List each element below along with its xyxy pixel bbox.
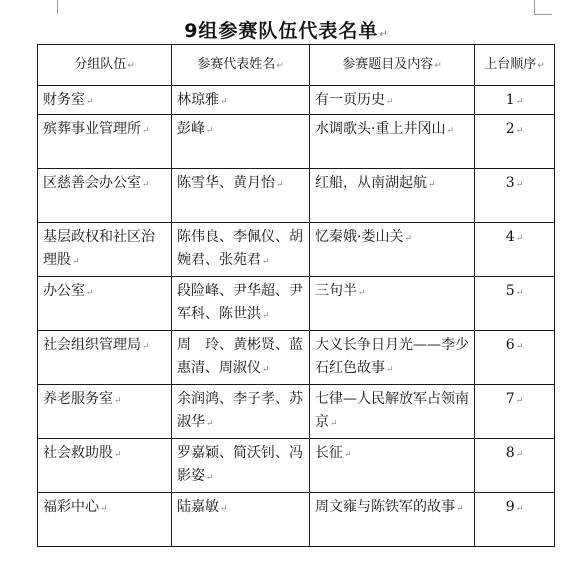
cell-representatives bbox=[172, 439, 310, 493]
cell-order bbox=[475, 169, 555, 223]
cell-group-text: 殡葬事业管理所 ↵ bbox=[43, 121, 150, 137]
cell-topic bbox=[310, 277, 475, 331]
cell-order bbox=[475, 223, 555, 277]
cell-order-text: 7 ↵ bbox=[506, 391, 523, 407]
cell-order-text: 5 ↵ bbox=[506, 283, 523, 299]
cell-order bbox=[475, 115, 555, 169]
table-row bbox=[38, 86, 555, 115]
header-group-label: 分组队伍 ↵ bbox=[74, 57, 135, 72]
cell-group bbox=[38, 223, 172, 277]
cell-topic bbox=[310, 385, 475, 439]
header-representatives-label: 参赛代表姓名 ↵ bbox=[197, 57, 284, 72]
cell-order bbox=[475, 385, 555, 439]
cell-order-text: 6 ↵ bbox=[506, 337, 523, 353]
header-order-label: 上台顺序 ↵ bbox=[484, 57, 545, 72]
cell-topic-text: 大义长争日月光——李少石红色故事 ↵ bbox=[315, 337, 469, 376]
header-group bbox=[38, 45, 172, 86]
cell-group bbox=[38, 493, 172, 547]
cell-representatives-text: 陆嘉敏 ↵ bbox=[177, 499, 228, 515]
cell-representatives-text: 罗嘉颖、简沃钊、冯影姿 ↵ bbox=[177, 445, 303, 484]
cell-topic bbox=[310, 493, 475, 547]
cell-topic-text: 三句半 ↵ bbox=[315, 283, 366, 299]
cell-group bbox=[38, 115, 172, 169]
header-representatives bbox=[172, 45, 310, 86]
cell-order-text: 8 ↵ bbox=[506, 445, 523, 461]
cell-group-text: 区慈善会办公室 ↵ bbox=[43, 175, 150, 191]
cell-order bbox=[475, 439, 555, 493]
cell-representatives bbox=[172, 223, 310, 277]
cell-representatives-text: 段险峰、尹华超、尹军科、陈世洪 ↵ bbox=[177, 283, 303, 322]
cell-topic-text: 周文雍与陈铁军的故事 ↵ bbox=[315, 499, 464, 515]
cell-group bbox=[38, 439, 172, 493]
cell-representatives bbox=[172, 86, 310, 115]
cell-topic-text: 有一页历史 ↵ bbox=[315, 92, 394, 108]
cell-group bbox=[38, 331, 172, 385]
table-header-row bbox=[38, 45, 555, 86]
cell-topic-text: 长征 ↵ bbox=[315, 445, 352, 461]
cell-order bbox=[475, 277, 555, 331]
cell-representatives-text: 林琼雅 ↵ bbox=[177, 92, 228, 108]
table-row bbox=[38, 277, 555, 331]
cell-order-text: 4 ↵ bbox=[506, 229, 523, 245]
cell-representatives bbox=[172, 115, 310, 169]
cell-order-text: 1 ↵ bbox=[506, 92, 523, 108]
cell-order bbox=[475, 86, 555, 115]
table-row bbox=[38, 331, 555, 385]
table-row bbox=[38, 385, 555, 439]
cell-order bbox=[475, 493, 555, 547]
table-row bbox=[38, 169, 555, 223]
cell-group-text: 养老服务室 ↵ bbox=[43, 391, 122, 407]
cell-representatives bbox=[172, 493, 310, 547]
cell-group-text: 社会救助股 ↵ bbox=[43, 445, 122, 461]
cell-representatives bbox=[172, 331, 310, 385]
cell-topic-text: 七律—人民解放军占领南京 ↵ bbox=[315, 391, 469, 430]
table-row bbox=[38, 439, 555, 493]
cell-representatives-text: 陈雪华、黄月怡 ↵ bbox=[177, 175, 284, 191]
roster-table bbox=[37, 44, 555, 547]
cell-topic bbox=[310, 331, 475, 385]
cell-representatives-text: 陈伟良、李佩仪、胡婉君、张苑君 ↵ bbox=[177, 229, 303, 268]
cell-order bbox=[475, 331, 555, 385]
paragraph-mark-icon: ↵ bbox=[379, 29, 389, 40]
header-topic bbox=[310, 45, 475, 86]
cell-topic-text: 水调歌头·重上井冈山 ↵ bbox=[315, 121, 454, 137]
crop-mark-top-left bbox=[57, 0, 58, 14]
cell-group bbox=[38, 385, 172, 439]
document-title-text: 9组参赛队伍代表名单 bbox=[184, 20, 379, 42]
cell-group-text: 福彩中心 ↵ bbox=[43, 499, 108, 515]
cell-topic bbox=[310, 223, 475, 277]
cell-representatives-text: 彭峰 ↵ bbox=[177, 121, 214, 137]
cell-group-text: 办公室 ↵ bbox=[43, 283, 94, 299]
cell-topic-text: 红船，从南湖起航 ↵ bbox=[315, 175, 436, 191]
cell-representatives bbox=[172, 277, 310, 331]
cell-order-text: 2 ↵ bbox=[506, 121, 523, 137]
cell-topic-text: 忆秦娥·娄山关 ↵ bbox=[315, 229, 412, 245]
header-order bbox=[475, 45, 555, 86]
cell-representatives-text: 周 玲、黄彬贤、蓝惠清、周淑仪 ↵ bbox=[177, 337, 303, 376]
table-row bbox=[38, 223, 555, 277]
cell-group bbox=[38, 86, 172, 115]
cell-order-text: 3 ↵ bbox=[506, 175, 523, 191]
cell-topic bbox=[310, 439, 475, 493]
cell-group-text: 财务室 ↵ bbox=[43, 92, 94, 108]
cell-order-text: 9 ↵ bbox=[506, 499, 523, 515]
crop-mark-top-right bbox=[534, 0, 535, 14]
table-row bbox=[38, 115, 555, 169]
cell-representatives-text: 余润鸿、李子孝、苏淑华 ↵ bbox=[177, 391, 303, 430]
document-title bbox=[0, 16, 573, 43]
cell-topic bbox=[310, 86, 475, 115]
cell-group-text: 社会组织管理局 ↵ bbox=[43, 337, 150, 353]
cell-group bbox=[38, 277, 172, 331]
cell-representatives bbox=[172, 385, 310, 439]
table-row bbox=[38, 493, 555, 547]
cell-group-text: 基层政权和社区治理股 ↵ bbox=[43, 229, 155, 268]
cell-topic bbox=[310, 169, 475, 223]
cell-representatives bbox=[172, 169, 310, 223]
crop-mark-top-right-horizontal bbox=[534, 14, 552, 15]
cell-topic bbox=[310, 115, 475, 169]
cell-group bbox=[38, 169, 172, 223]
header-topic-label: 参赛题目及内容 ↵ bbox=[342, 57, 442, 72]
